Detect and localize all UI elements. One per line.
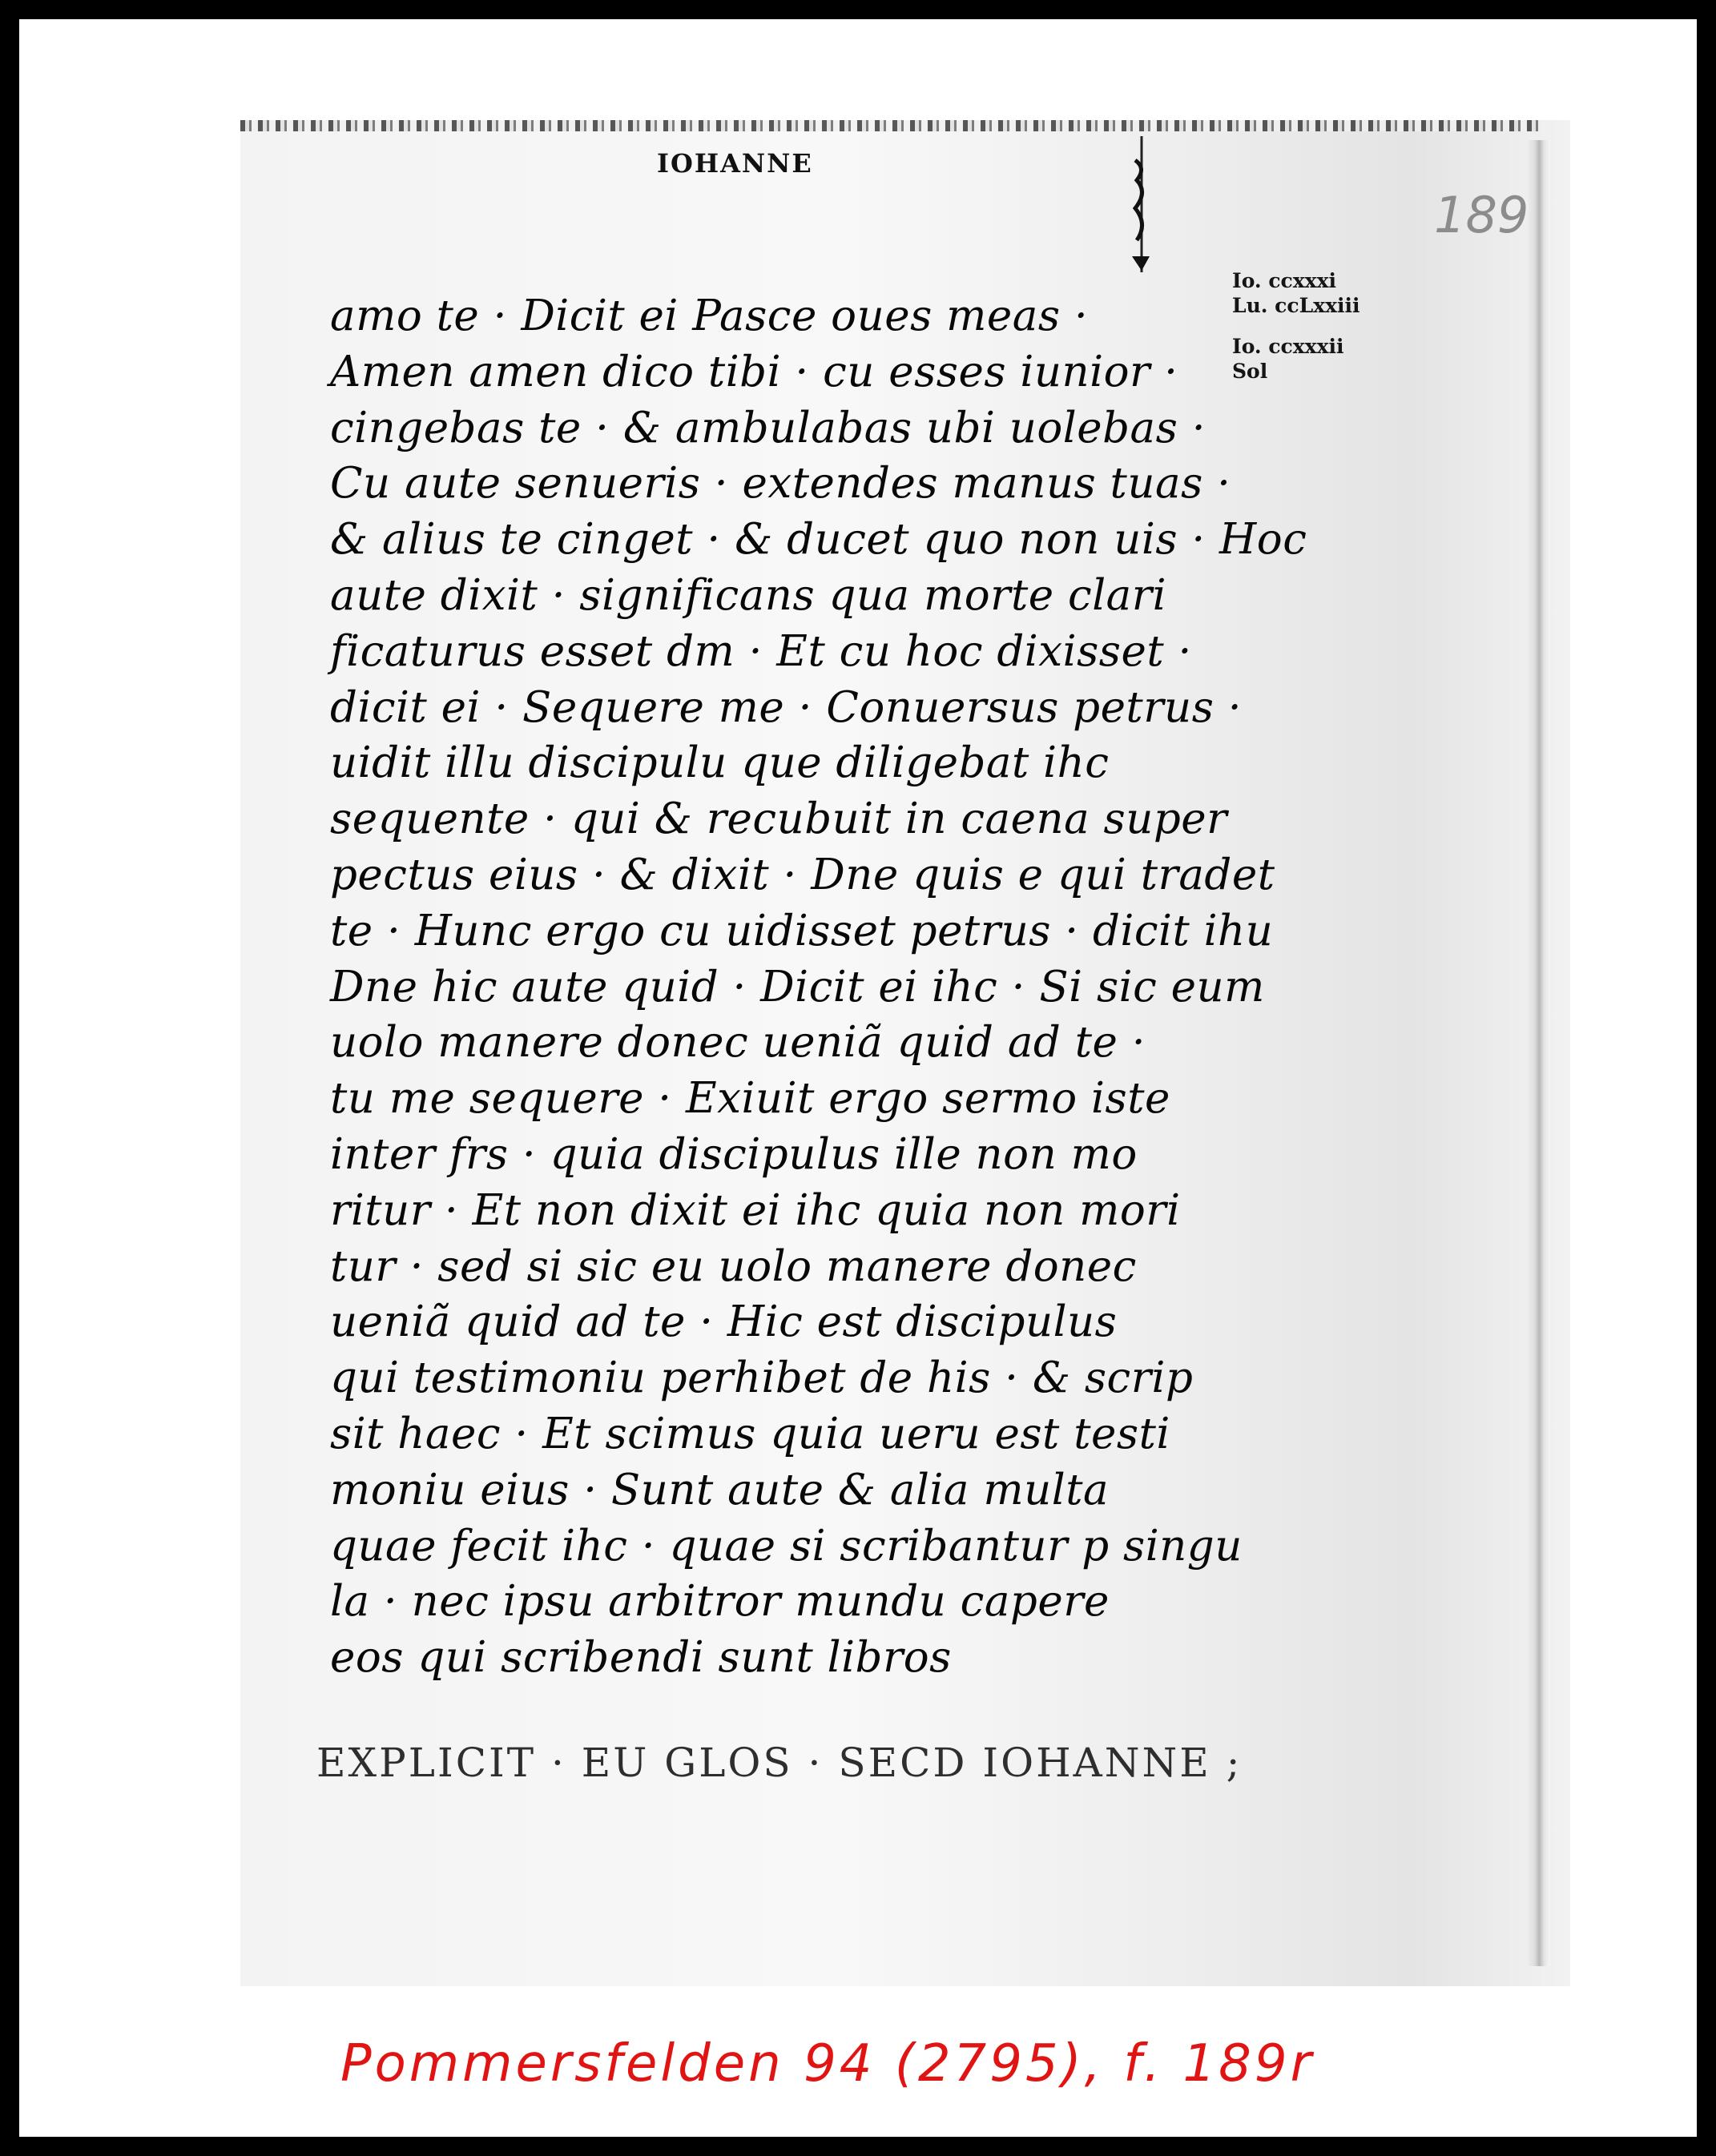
text-line: ritur · Et non dixit ei ihc quia non mori <box>330 1185 1181 1235</box>
text-line: la · nec ipsu arbitror mundu capere <box>330 1577 1110 1627</box>
text-line: ueniã quid ad te · Hic est discipulus <box>330 1297 1118 1347</box>
text-line: Dne hic aute quid · Dicit ei ihc · Si sic eum <box>330 962 1265 1012</box>
pen-flourish <box>1118 136 1166 272</box>
explicit-rubric: EXPLICIT · EU GLOS · SECD IOHANNE ; <box>316 1740 1243 1786</box>
text-line: sequente · qui & recubuit in caena super <box>330 794 1228 844</box>
text-line: Cu aute senueris · extendes manus tuas · <box>330 459 1231 509</box>
marginal-note: Io. ccxxxi <box>1232 269 1336 292</box>
text-line: cingebas te · & ambulabas ubi uolebas · <box>330 403 1206 453</box>
text-line: tu me sequere · Exiuit ergo sermo iste <box>330 1074 1170 1124</box>
text-line: sit haec · Et scimus quia ueru est testi <box>330 1409 1170 1458</box>
text-line: pectus eius · & dixit · Dne quis e qui tradet <box>330 850 1275 899</box>
shelfmark-note: Pommersfelden 94 (2795), f. 189r <box>340 2034 1315 2094</box>
marginal-gap <box>1232 318 1416 334</box>
marginal-concordance <box>1232 268 1416 384</box>
text-line: quae fecit ihc · quae si scribantur p singu <box>330 1521 1243 1571</box>
text-line: inter frs · quia discipulus ille non mo <box>330 1129 1138 1179</box>
text-line: amo te · Dicit ei Pasce oues meas · <box>330 292 1089 340</box>
text-line: uidit illu discipulu que diligebat ihc <box>330 738 1110 788</box>
text-line: qui testimoniu perhibet de his · & scrip <box>330 1354 1194 1403</box>
folio-number: 189 <box>1434 186 1529 244</box>
marginal-note: Io. ccxxxii <box>1232 335 1344 358</box>
text-line: tur · sed si sic eu uolo manere donec <box>330 1241 1137 1291</box>
text-line: eos qui scribendi sunt libros <box>330 1633 952 1683</box>
text-line: te · Hunc ergo cu uidisset petrus · dicit ihu <box>330 906 1274 955</box>
text-line: dicit ei · Sequere me · Conuersus petrus · <box>330 682 1243 732</box>
marginal-note: Sol <box>1232 360 1268 383</box>
text-line: uolo manere donec ueniã quid ad te · <box>330 1018 1146 1068</box>
text-line: aute dixit · significans qua morte clari <box>330 570 1167 620</box>
marginal-note: Lu. ccLxxiii <box>1232 294 1360 317</box>
text-line: Amen amen dico tibi · cu esses iunior · <box>330 347 1178 396</box>
text-line: ficaturus esset dm · Et cu hoc dixisset · <box>330 626 1192 676</box>
leaf-top-edge <box>240 120 1538 131</box>
running-title: IOHANNE <box>657 148 813 179</box>
leaf-right-edge <box>1526 140 1550 1966</box>
text-line: & alius te cinget · & ducet quo non uis · Hoc <box>330 515 1307 565</box>
text-line: moniu eius · Sunt aute & alia multa <box>330 1465 1110 1514</box>
